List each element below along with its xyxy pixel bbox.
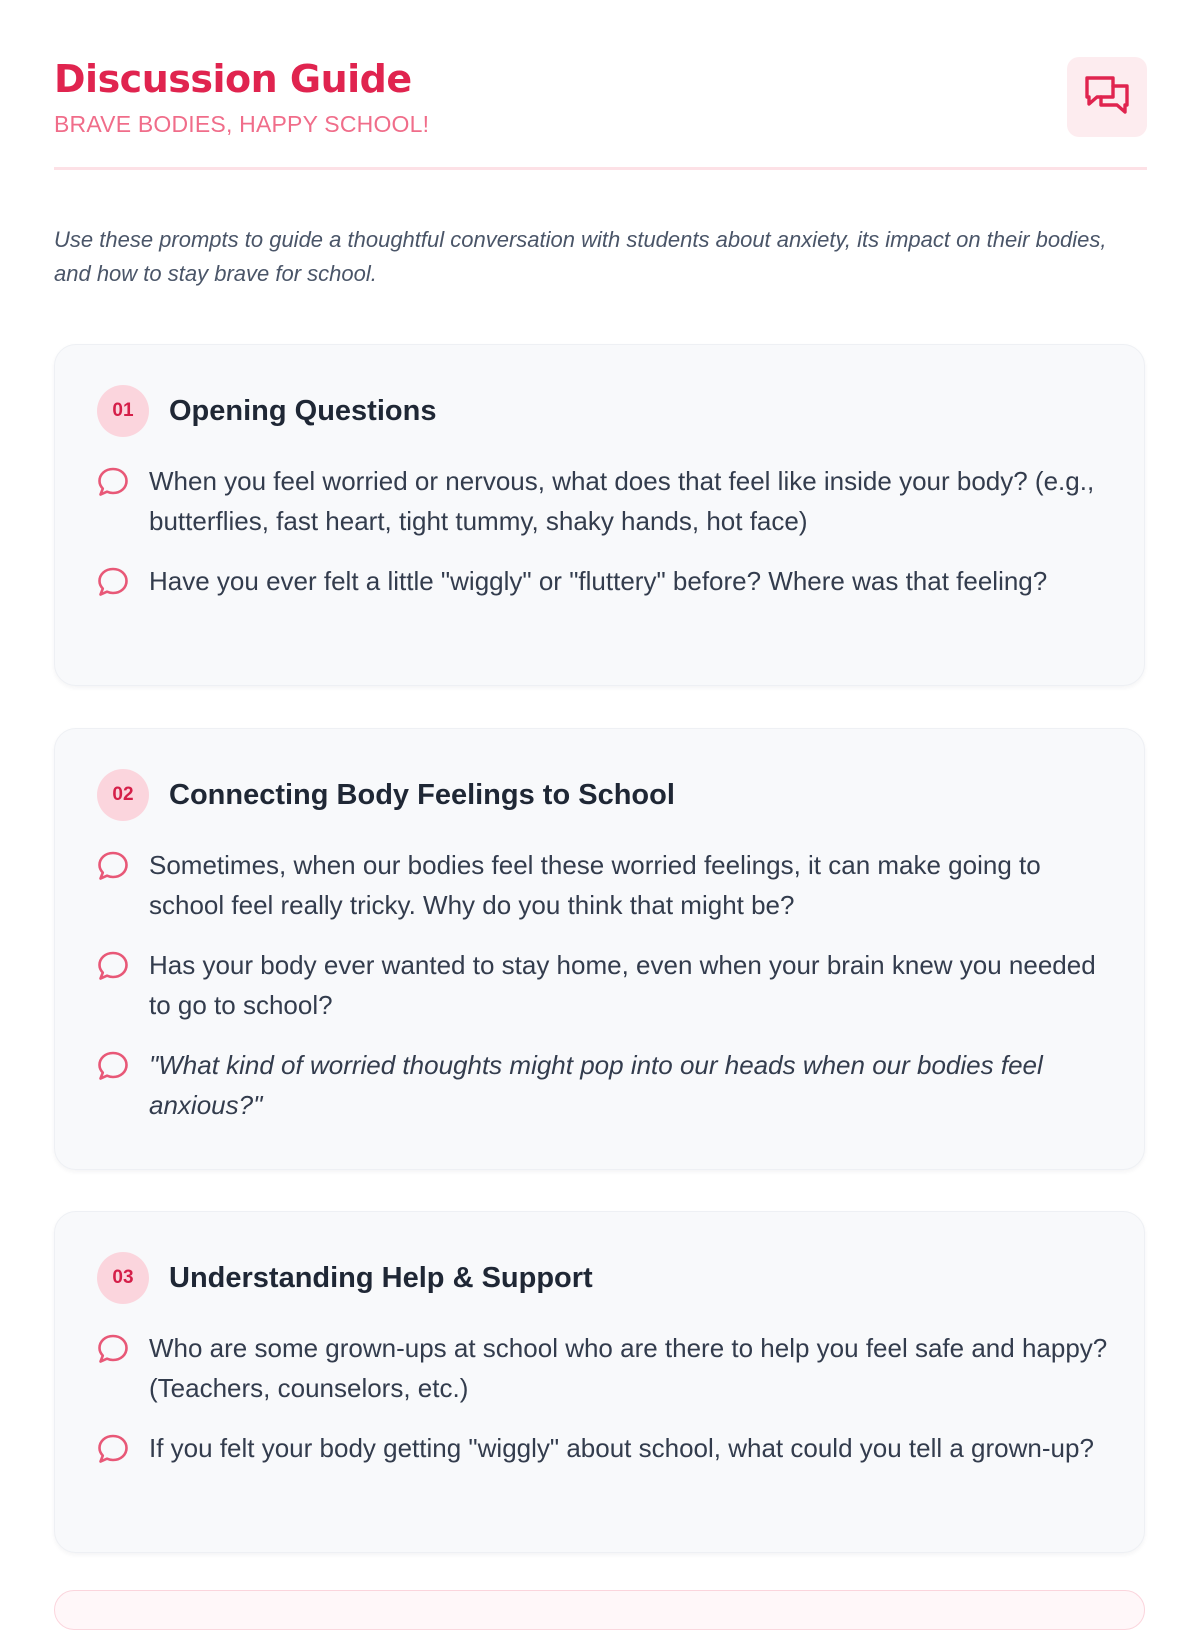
section-number-badge: 03 — [97, 1252, 149, 1304]
question-text: Have you ever felt a little "wiggly" or "fluttery" before? Where was that feeling? — [149, 566, 1048, 596]
speech-bubble-icon — [97, 1433, 129, 1465]
section-header — [97, 385, 436, 437]
speech-bubble-icon — [97, 1050, 129, 1082]
speech-bubble-icon — [97, 850, 129, 882]
question-list — [97, 1328, 1117, 1468]
section-number-badge: 02 — [97, 769, 149, 821]
question-item — [97, 461, 1117, 541]
question-item — [97, 1328, 1117, 1408]
question-list — [97, 461, 1117, 601]
speech-bubble-icon — [97, 566, 129, 598]
speech-bubble-icon — [97, 950, 129, 982]
discussion-guide-page — [54, 0, 1147, 1463]
section-card-opening-questions — [54, 344, 1145, 686]
question-item — [97, 845, 1117, 925]
section-title: Opening Questions — [169, 395, 437, 427]
speech-bubble-icon — [97, 1333, 129, 1365]
question-list — [97, 845, 1117, 1125]
question-item — [97, 1428, 1117, 1468]
page-header — [54, 0, 1147, 170]
speech-bubble-icon — [97, 466, 129, 498]
question-item — [97, 561, 1117, 601]
page-subtitle: BRAVE BODIES, HAPPY SCHOOL! — [54, 111, 430, 137]
question-text: Has your body ever wanted to stay home, even when your brain knew you needed to go to school? — [149, 950, 1096, 1020]
question-item — [97, 945, 1117, 1025]
question-text: If you felt your body getting "wiggly" about school, what could you tell a grown-up? — [149, 1433, 1094, 1463]
question-item — [97, 1045, 1117, 1125]
section-card-help-and-support — [54, 1211, 1145, 1553]
question-text: When you feel worried or nervous, what does that feel like inside your body? (e.g., butterflies, fast heart, tight tummy, shaky hands, hot face) — [149, 466, 1095, 536]
page-title: Discussion Guide — [54, 57, 412, 101]
section-header — [97, 1252, 593, 1304]
section-card-connecting-body-feelings — [54, 728, 1145, 1170]
question-text: "What kind of worried thoughts might pop into our heads when our bodies feel anxious?" — [149, 1050, 1043, 1120]
section-title: Understanding Help & Support — [169, 1262, 593, 1294]
section-number-badge: 01 — [97, 385, 149, 437]
question-text: Who are some grown-ups at school who are there to help you feel safe and happy? (Teachers, counselors, etc.) — [149, 1333, 1108, 1403]
section-header — [97, 769, 675, 821]
intro-text: Use these prompts to guide a thoughtful conversation with students about anxiety, its impact on their bodies, and how to stay brave for school. — [54, 227, 1107, 286]
section-title: Connecting Body Feelings to School — [169, 779, 675, 811]
next-section-card-edge — [54, 1590, 1145, 1630]
chat-bubbles-icon — [1067, 57, 1147, 137]
question-text: Sometimes, when our bodies feel these worried feelings, it can make going to school feel really tricky. Why do you think that might be? — [149, 850, 1041, 920]
